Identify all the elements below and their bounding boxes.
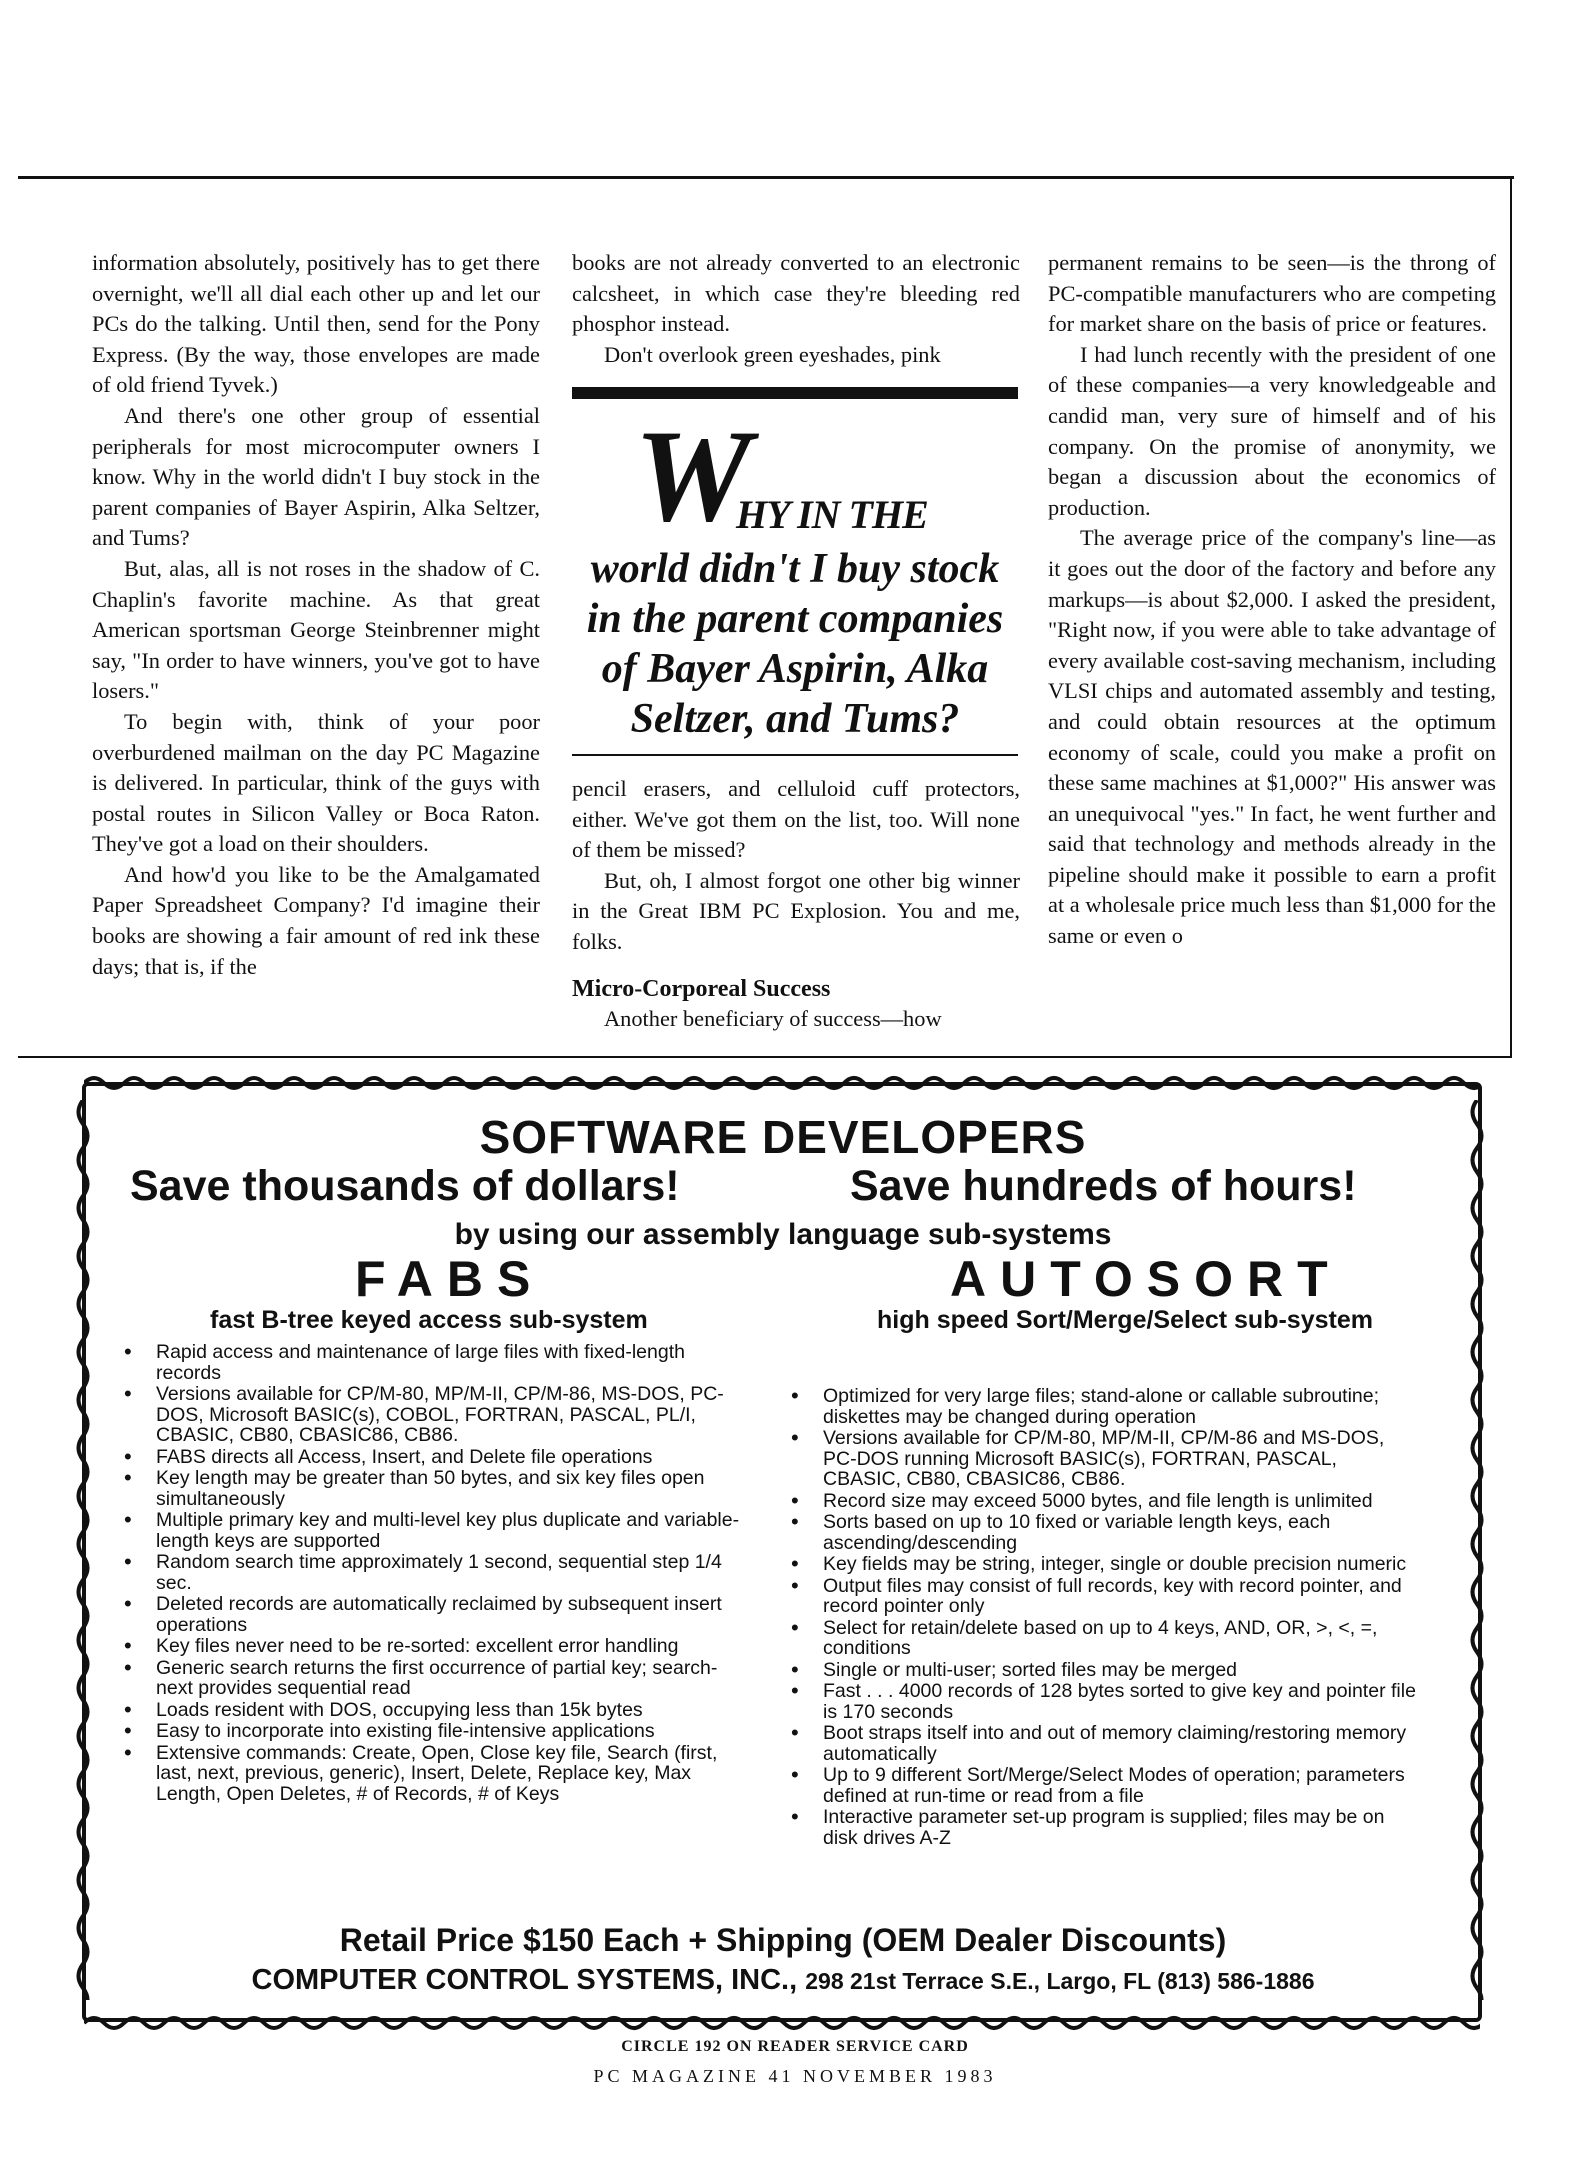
feature-text: Key files never need to be re-sorted: excellent error handling — [156, 1635, 679, 1657]
ad-wave-border-left — [72, 1100, 94, 2000]
bullet-icon: • — [791, 1614, 799, 1640]
bullet-icon: • — [791, 1383, 799, 1408]
pullquote-head — [572, 402, 1018, 549]
feature-text: Rapid access and maintenance of large files with fixed-length records — [156, 1341, 685, 1384]
pullquote-bottom-rule — [572, 754, 1018, 756]
bullet-icon: • — [124, 1654, 132, 1680]
feature-item — [110, 1633, 750, 1658]
bullet-icon: • — [791, 1572, 799, 1598]
ad-save-right: Save hundreds of hours! — [850, 1162, 1357, 1210]
bullet-icon: • — [791, 1509, 799, 1534]
feature-text: Versions available for CP/M-80, MP/M-II, CP/M-86 and MS-DOS, PC-DOS running Microsoft BASIC(s), FORTRAN, PASCAL, CBASIC, CB80, CBASIC86, CB86. — [823, 1427, 1385, 1490]
feature-item — [777, 1656, 1417, 1682]
bullet-icon: • — [124, 1381, 132, 1406]
feature-item — [777, 1762, 1417, 1807]
paragraph: Another beneficiary of success—how — [604, 1006, 942, 1032]
autosort-feature-list — [777, 1383, 1417, 1849]
feature-item — [110, 1507, 750, 1552]
paragraph: And there's one other group of essential peripherals for most microcomputer owners I know. Why in the world didn't I buy stock in the parent companies of Bayer Aspirin, Alka Seltzer, and Tums? — [92, 402, 540, 551]
feature-text: FABS directs all Access, Insert, and Delete file operations — [156, 1445, 653, 1468]
feature-item — [110, 1696, 750, 1722]
autosort-subtitle: high speed Sort/Merge/Select sub-system — [877, 1306, 1373, 1334]
paragraph: And how'd you like to be the Amalgamated Paper Spreadsheet Company? I'd imagine their books are showing a fair amount of red ink these days; that is, if the — [92, 861, 540, 979]
article-column-2-bottom — [572, 774, 1020, 1035]
bullet-icon: • — [791, 1678, 799, 1703]
feature-text: Sorts based on up to 10 fixed or variable length keys, each ascending/descending — [823, 1511, 1331, 1554]
ad-save-left: Save thousands of dollars! — [130, 1162, 680, 1210]
paragraph: I had lunch recently with the president of one of these companies—a very knowledgeable and candid man, very sure of himself and of his company. On the promise of anonymity, we began a discussion about the economics of production. — [1048, 341, 1496, 520]
bullet-icon: • — [124, 1591, 132, 1616]
feature-text: Interactive parameter set-up program is supplied; files may be on disk drives A-Z — [823, 1806, 1385, 1849]
subhead: Micro-Corporeal Success — [572, 975, 831, 1002]
feature-item — [777, 1425, 1417, 1490]
paragraph: information absolutely, positively has to get there overnight, we'll all dial each other up and let our PCs do the talking. Until then, send for the Pony Express. (By the way, those envelopes are made of old friend Tyvek.) — [92, 250, 540, 398]
bullet-icon: • — [791, 1425, 799, 1450]
pullquote — [572, 402, 1018, 744]
feature-item — [777, 1487, 1417, 1513]
ad-using-line: by using our assembly language sub-systems — [454, 1218, 1112, 1251]
feature-text: Optimized for very large files; stand-alone or callable subroutine; diskettes may be changed during operation — [823, 1385, 1380, 1428]
paragraph: Don't overlook green eyeshades, pink — [604, 341, 941, 367]
bullet-icon: • — [124, 1633, 132, 1658]
ad-wave-border-top — [84, 1070, 1480, 1096]
feature-text: Up to 9 different Sort/Merge/Select Modes of operation; parameters defined at run-time or read from a file — [823, 1764, 1405, 1807]
feature-item — [777, 1383, 1417, 1428]
article-column-1 — [92, 248, 540, 982]
bullet-icon: • — [791, 1720, 799, 1745]
feature-item — [110, 1339, 750, 1384]
feature-item — [110, 1739, 750, 1805]
ad-title: SOFTWARE DEVELOPERS — [479, 1111, 1087, 1163]
ad-wave-border-right — [1466, 1100, 1488, 2000]
fabs-feature-list — [110, 1339, 750, 1805]
feature-item — [110, 1591, 750, 1636]
pullquote-body: world didn't I buy stock in the parent companies of Bayer Aspirin, Alka Seltzer, and Tums? — [586, 546, 1004, 742]
feature-text: Single or multi-user; sorted files may be merged — [823, 1658, 1238, 1681]
feature-item — [110, 1381, 750, 1446]
feature-text: Select for retain/delete based on up to 4 keys, AND, OR, >, <, =, conditions — [823, 1616, 1378, 1659]
feature-item — [777, 1551, 1417, 1576]
feature-item — [777, 1614, 1417, 1659]
feature-item — [777, 1678, 1417, 1723]
feature-text: Loads resident with DOS, occupying less than 15k bytes — [156, 1698, 643, 1721]
pullquote-head-text: HY IN THE — [736, 492, 928, 537]
bullet-icon: • — [124, 1549, 132, 1574]
reader-service-note: CIRCLE 192 ON READER SERVICE CARD — [621, 2038, 969, 2055]
feature-item — [110, 1443, 750, 1469]
paragraph: pencil erasers, and celluloid cuff protectors, either. We've got them on the list, too. Will none of them be missed? — [572, 776, 1020, 863]
fabs-subtitle: fast B-tree keyed access sub-system — [210, 1306, 648, 1334]
feature-item — [110, 1718, 750, 1743]
feature-text: Record size may exceed 5000 bytes, and file length is unlimited — [823, 1489, 1373, 1512]
feature-text: Output files may consist of full records, key with record pointer, and record pointer only — [823, 1574, 1402, 1617]
feature-item — [777, 1804, 1417, 1849]
feature-text: Deleted records are automatically reclaimed by subsequent insert operations — [156, 1593, 722, 1636]
bullet-icon: • — [791, 1656, 799, 1682]
pullquote-top-rule — [572, 387, 1018, 399]
paragraph: To begin with, think of your poor overburdened mailman on the day PC Magazine is delivered. In particular, think of the guys with postal routes in Silicon Valley or Boca Raton. They've got a load on their shoulders. — [92, 708, 540, 857]
autosort-title: AUTOSORT — [950, 1251, 1342, 1307]
bullet-icon: • — [791, 1804, 799, 1829]
bullet-icon: • — [791, 1487, 799, 1513]
ad-company-address: 298 21st Terrace S.E., Largo, FL (813) 586-1886 — [805, 1968, 1315, 1994]
paragraph: The average price of the company's line—as it goes out the door of the factory and before any markups—is about $2,000. I asked the president, "Right now, if you were able to take advantage of every available cost-saving mechanism, including VLSI chips and automated assembly and testing, and could obtain resources at the optimum economy of scale, could you make a profit on these same machines at $1,000?" His answer was an unequivocal "yes." In fact, he went further and said that technology and methods already in the pipeline should make it possible to earn a profit at a wholesale price much less than $1,000 for the same or even o — [1048, 525, 1496, 949]
feature-text: Generic search returns the first occurrence of partial key; search-next provides sequential read — [156, 1656, 718, 1699]
feature-text: Extensive commands: Create, Open, Close key file, Search (first, last, next, previous, generic), Insert, Delete, Replace key, Max Length, Open Deletes, # of Records, # of Keys — [156, 1741, 718, 1805]
paragraph: But, alas, all is not roses in the shadow of C. Chaplin's favorite machine. As that great American sportsman George Steinbrenner might say, "In order to have winners, you've got to have losers." — [92, 555, 540, 704]
feature-item — [110, 1654, 750, 1699]
bullet-icon: • — [791, 1551, 799, 1576]
feature-text: Key length may be greater than 50 bytes, and six key files open simultaneously — [156, 1467, 705, 1510]
feature-text: Key fields may be string, integer, single or double precision numeric — [823, 1553, 1407, 1575]
bullet-icon: • — [124, 1443, 132, 1469]
feature-item — [777, 1509, 1417, 1554]
pullquote-initial: W — [634, 402, 752, 549]
bullet-icon: • — [124, 1718, 132, 1743]
paragraph: But, oh, I almost forgot one other big winner in the Great IBM PC Explosion. You and me, folks. — [572, 867, 1020, 954]
ad-company-name: COMPUTER CONTROL SYSTEMS, INC., — [251, 1964, 798, 1996]
feature-text: Multiple primary key and multi-level key plus duplicate and variable-length keys are supported — [156, 1509, 740, 1552]
feature-text: Boot straps itself into and out of memory claiming/restoring memory automatically — [823, 1722, 1407, 1765]
feature-item — [110, 1465, 750, 1510]
fabs-title: FABS — [355, 1251, 545, 1307]
feature-text: Random search time approximately 1 second, sequential step 1/4 sec. — [156, 1551, 722, 1594]
feature-text: Fast . . . 4000 records of 128 bytes sorted to give key and pointer file is 170 seconds — [823, 1680, 1416, 1723]
page-footer: PC MAGAZINE 41 NOVEMBER 1983 — [593, 2066, 997, 2086]
feature-item — [777, 1720, 1417, 1765]
ad-company-line — [100, 1964, 1466, 1997]
bullet-icon: • — [791, 1762, 799, 1787]
ad-price: Retail Price $150 Each + Shipping (OEM Dealer Discounts) — [339, 1922, 1227, 1958]
article-column-2-top — [572, 248, 1020, 370]
feature-text: Versions available for CP/M-80, MP/M-II, CP/M-86, MS-DOS, PC-DOS, Microsoft BASIC(s), COBOL, FORTRAN, PASCAL, PL/I, CBASIC, CB80, CBASIC86, CB86. — [156, 1383, 724, 1446]
paragraph: books are not already converted to an electronic calcsheet, in which case they're bleeding red phosphor instead. — [572, 250, 1020, 337]
bullet-icon: • — [124, 1696, 132, 1722]
article-column-3 — [1048, 248, 1496, 952]
bullet-icon: • — [124, 1465, 132, 1490]
feature-item — [777, 1572, 1417, 1617]
paragraph: permanent remains to be seen—is the throng of PC-compatible manufacturers who are competing for market share on the basis of price or features. — [1048, 250, 1496, 337]
bullet-icon: • — [124, 1507, 132, 1532]
ad-wave-border-bottom — [84, 2010, 1480, 2036]
feature-text: Easy to incorporate into existing file-intensive applications — [156, 1720, 655, 1742]
bullet-icon: • — [124, 1339, 132, 1364]
bullet-icon: • — [124, 1739, 132, 1765]
feature-item — [110, 1549, 750, 1594]
